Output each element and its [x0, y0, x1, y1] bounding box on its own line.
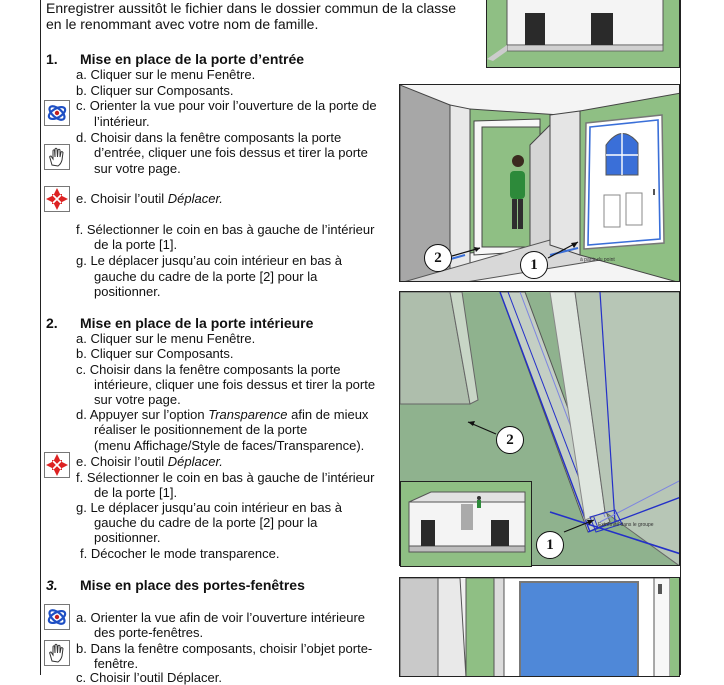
s2-step-f-last: f. Décocher le mode transparence.	[80, 546, 280, 561]
section-1-number: 1.	[46, 51, 58, 67]
s2-step-g: g. Le déplacer jusqu’au coin intérieur en bas à	[76, 500, 342, 515]
endpoint-group-label: Extrémité dans le groupe	[598, 522, 654, 528]
entrance-callout-arrows	[450, 238, 580, 268]
s1-step-d-cont-1: d’entrée, cliquer une fois dessus et tirer la porte	[94, 145, 368, 160]
orbit-icon	[44, 604, 70, 630]
pan-hand-icon	[44, 144, 70, 170]
section-3-heading	[46, 577, 305, 593]
s1-step-g-cont-1: gauche du cadre de la porte [2] pour la	[94, 269, 318, 284]
s1-step-a: a. Cliquer sur le menu Fenêtre.	[76, 67, 256, 82]
s1-step-c-cont: l’intérieur.	[94, 114, 150, 129]
interior-callout-arrows	[464, 408, 604, 548]
move-tool-icon	[44, 186, 70, 212]
s3-step-b-cont: fenêtre.	[94, 656, 139, 671]
s1-step-b: b. Cliquer sur Composants.	[76, 83, 234, 98]
s2-step-f-cont: de la porte [1].	[94, 485, 178, 500]
section-1-title: Mise en place de la porte d’entrée	[80, 51, 305, 67]
callout-2-interior: 2	[496, 426, 524, 454]
s1-step-g: g. Le déplacer jusqu’au coin intérieur en bas à	[76, 253, 342, 268]
section-3-title: Mise en place des portes-fenêtres	[80, 577, 305, 593]
s3-step-b: b. Dans la fenêtre composants, choisir l’objet porte-	[76, 641, 373, 656]
s1-step-d: d. Choisir dans la fenêtre composants la porte	[76, 130, 342, 145]
s1-step-g-cont-2: positionner.	[94, 284, 161, 299]
page-frame-right	[680, 0, 681, 675]
s2-step-g-cont-2: positionner.	[94, 530, 161, 545]
section-2-title: Mise en place de la porte intérieure	[80, 315, 314, 331]
s2-step-c: c. Choisir dans la fenêtre composants la porte	[76, 362, 341, 377]
s1-step-c: c. Orienter la vue pour voir l’ouverture de la porte de	[76, 98, 377, 113]
door-point-label: à partir du point	[580, 257, 615, 263]
s2-tool-name: Déplacer.	[167, 454, 223, 469]
s2-step-f: f. Sélectionner le coin en bas à gauche de l’intérieur	[76, 470, 375, 485]
s2-step-c-cont-2: sur votre page.	[94, 392, 181, 407]
s2-step-a: a. Cliquer sur le menu Fenêtre.	[76, 331, 256, 346]
section-1-heading	[46, 51, 304, 67]
section-2-number: 2.	[46, 315, 58, 331]
orbit-icon	[44, 100, 70, 126]
intro-line-2: en le renommant avec votre nom de famille.	[46, 16, 319, 32]
s2-step-b: b. Cliquer sur Composants.	[76, 346, 234, 361]
callout-1-entrance: 1	[520, 251, 548, 279]
pan-hand-icon	[44, 640, 70, 666]
s1-step-e: e. Choisir l’outil Déplacer.	[76, 191, 223, 206]
move-tool-icon	[44, 452, 70, 478]
s1-step-d-cont-2: sur votre page.	[94, 161, 181, 176]
s2-step-d-cont-2: (menu Affichage/Style de faces/Transparence).	[94, 438, 365, 453]
s3-step-a: a. Orienter la vue afin de voir l’ouverture intérieure	[76, 610, 366, 625]
s2-option-name: Transparence	[208, 407, 288, 422]
s1-step-f: f. Sélectionner le coin en bas à gauche de l’intérieur	[76, 222, 375, 237]
callout-2-entrance: 2	[424, 244, 452, 272]
page-frame-left	[40, 0, 41, 675]
s1-step-f-cont: de la porte [1].	[94, 237, 178, 252]
intro-line-1: Enregistrer aussitôt le fichier dans le dossier commun de la classe	[46, 0, 457, 16]
s2-step-g-cont-1: gauche du cadre de la porte [2] pour la	[94, 515, 318, 530]
s2-step-d-cont-1: réaliser le positionnement de la porte	[94, 422, 308, 437]
s2-step-e: e. Choisir l’outil Déplacer.	[76, 454, 223, 469]
s3-step-c: c. Choisir l’outil Déplacer.	[76, 670, 222, 685]
callout-1-interior: 1	[536, 531, 564, 559]
s2-step-c-cont-1: intérieure, cliquer une fois dessus et tirer la porte	[94, 377, 376, 392]
s3-step-a-cont: des porte-fenêtres.	[94, 625, 204, 640]
section-3-number: 3.	[46, 577, 58, 593]
s2-step-d: d. Appuyer sur l’option Transparence afin de mieux	[76, 407, 369, 422]
screenshot-saved-house	[486, 0, 680, 68]
section-2-heading	[46, 315, 313, 331]
screenshot-french-windows	[399, 577, 680, 677]
s1-tool-name: Déplacer.	[167, 191, 223, 206]
